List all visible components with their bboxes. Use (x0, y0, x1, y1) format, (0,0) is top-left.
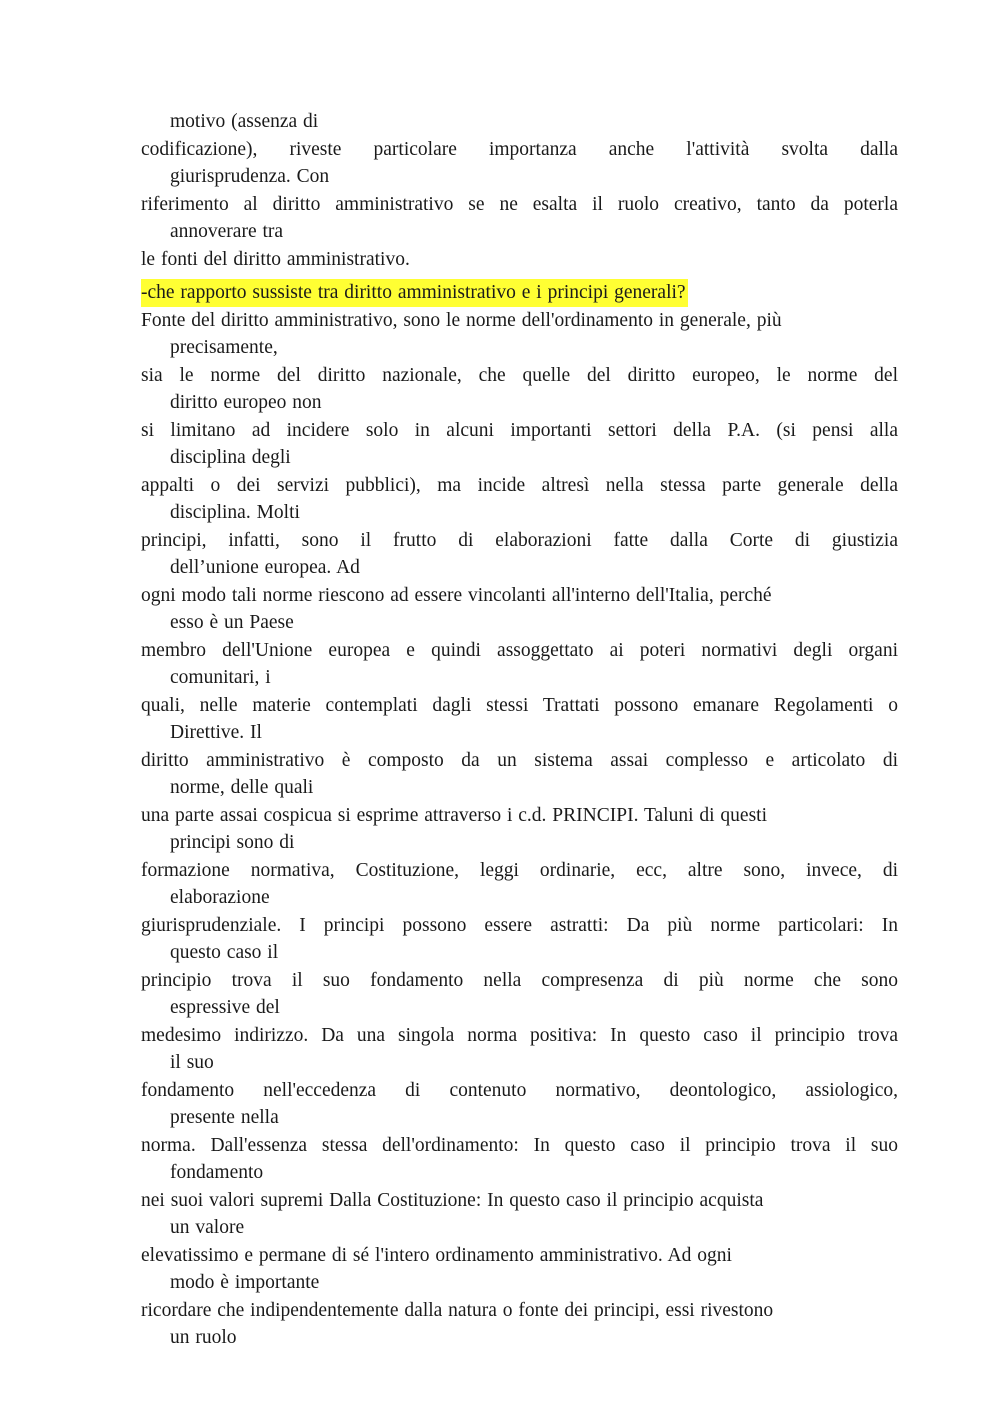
document-body (141, 108, 898, 1352)
highlighted-question: -che rapporto sussiste tra diritto amministrativo e i principi generali? (141, 279, 688, 307)
text-line: esso è un Paese (170, 612, 294, 633)
text-line: precisamente, (170, 337, 278, 358)
text-line: medesimo indirizzo. Da una singola norma positiva: In questo caso il principio trova (141, 1024, 898, 1046)
principles-paragraph (141, 307, 898, 1352)
text-line: comunitari, i (170, 667, 271, 688)
text-line: elevatissimo e permane di sé l'intero ordinamento amministrativo. Ad ogni (141, 1244, 732, 1266)
text-line: modo è importante (170, 1272, 320, 1293)
highlighted-question-line (141, 279, 898, 307)
text-line: dell’unione europea. Ad (170, 557, 360, 578)
text-line: diritto europeo non (170, 392, 322, 413)
text-line: una parte assai cospicua si esprime attraverso i c.d. PRINCIPI. Taluni di questi (141, 804, 768, 826)
text-line: codificazione), riveste particolare importanza anche l'attività svolta dalla (141, 138, 898, 160)
text-line: motivo (assenza di (170, 111, 319, 132)
text-line: membro dell'Unione europea e quindi assoggettato ai poteri normativi degli organi (141, 639, 898, 661)
text-line: Direttive. Il (170, 722, 262, 743)
text-line: espressive del (170, 997, 280, 1018)
text-line: principi sono di (170, 832, 295, 853)
text-line: fondamento (170, 1162, 264, 1183)
text-line: elaborazione (170, 887, 270, 908)
text-line: giurisprudenza. Con (170, 166, 330, 187)
text-line: questo caso il (170, 942, 279, 963)
intro-paragraph (141, 108, 898, 273)
text-line: diritto amministrativo è composto da un sistema assai complesso e articolato di (141, 749, 898, 771)
text-line: formazione normativa, Costituzione, leggi ordinarie, ecc, altre sono, invece, di (141, 859, 898, 881)
text-line: quali, nelle materie contemplati dagli stessi Trattati possono emanare Regolamenti o (141, 694, 898, 716)
text-line: un ruolo (170, 1327, 237, 1348)
text-line: disciplina degli (170, 447, 291, 468)
text-line: sia le norme del diritto nazionale, che quelle del diritto europeo, le norme del (141, 364, 898, 386)
text-line: annoverare tra (170, 221, 284, 242)
text-line: riferimento al diritto amministrativo se ne esalta il ruolo creativo, tanto da poterla (141, 193, 898, 215)
text-line: un valore (170, 1217, 245, 1238)
text-line: le fonti del diritto amministrativo. (141, 248, 410, 270)
text-line: fondamento nell'eccedenza di contenuto normativo, deontologico, assiologico, (141, 1079, 898, 1101)
text-line: il suo (170, 1052, 214, 1073)
text-line: principio trova il suo fondamento nella compresenza di più norme che sono (141, 969, 898, 991)
text-line: presente nella (170, 1107, 279, 1128)
text-line: ricordare che indipendentemente dalla natura o fonte dei principi, essi rivestono (141, 1299, 774, 1321)
text-line: nei suoi valori supremi Dalla Costituzione: In questo caso il principio acquista (141, 1189, 764, 1211)
text-line: Fonte del diritto amministrativo, sono le norme dell'ordinamento in generale, più (141, 309, 782, 331)
text-line: norma. Dall'essenza stessa dell'ordinamento: In questo caso il principio trova il suo (141, 1134, 898, 1156)
text-line: appalti o dei servizi pubblici), ma incide altresì nella stessa parte generale della (141, 474, 898, 496)
text-line: giurisprudenziale. I principi possono essere astratti: Da più norme particolari: In (141, 914, 898, 936)
text-line: norme, delle quali (170, 777, 314, 798)
text-line: disciplina. Molti (170, 502, 300, 523)
text-line: principi, infatti, sono il frutto di elaborazioni fatte dalla Corte di giustizia (141, 529, 898, 551)
text-line: si limitano ad incidere solo in alcuni importanti settori della P.A. (si pensi alla (141, 419, 898, 441)
text-line: ogni modo tali norme riescono ad essere vincolanti all'interno dell'Italia, perché (141, 584, 772, 606)
